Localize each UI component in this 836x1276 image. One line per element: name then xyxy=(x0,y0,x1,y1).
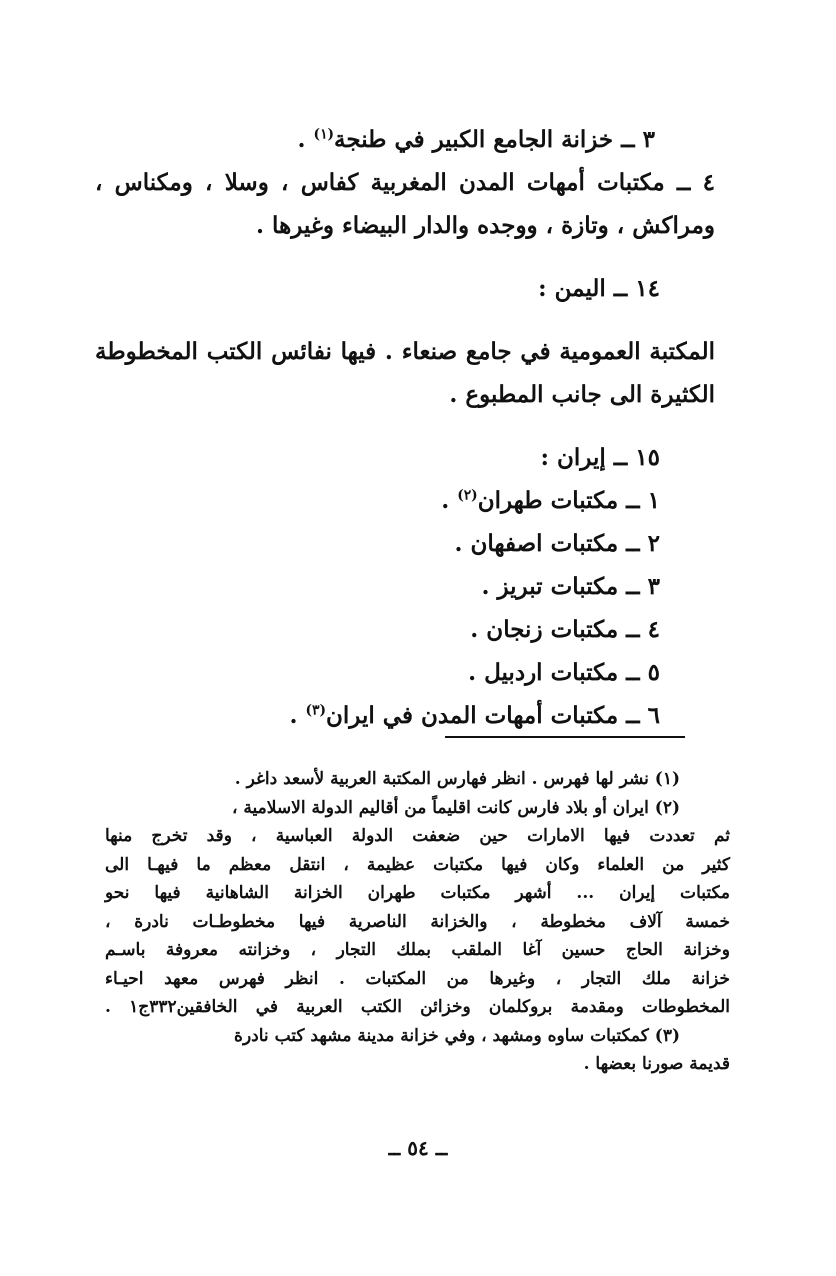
footnote-ref: (٣) xyxy=(305,702,326,719)
list-item: ٤ ــ مكتبات أمهات المدن المغربية كفاس ، وسلا ، ومكناس ، xyxy=(95,169,715,196)
list-item xyxy=(95,694,715,737)
paragraph-line: الكثيرة الى جانب المطبوع . xyxy=(449,381,715,408)
paragraph-line: المكتبة العمومية في جامع صنعاء . فيها نفائس الكتب المخطوطة xyxy=(95,338,715,365)
footnote-ref: (٢) xyxy=(457,487,478,504)
item-tail: . xyxy=(297,126,314,153)
list-item: ٤ ــ مكتبات زنجان . xyxy=(470,616,660,643)
footnote-line: (٢) ايران أو بلاد فارس كانت اقليماً من أقاليم الدولة الاسلامية ، xyxy=(231,797,680,818)
item-text: ١ ــ مكتبات طهران xyxy=(477,487,660,514)
list-item xyxy=(95,479,715,522)
footnote-line: كثير من العلماء وكان فيها مكتبات عظيمة ، انتقل معظم ما فيهـا الى xyxy=(105,854,730,875)
main-text xyxy=(95,118,715,737)
list-item: ٣ ــ مكتبات تبريز . xyxy=(481,573,660,600)
list-item xyxy=(95,118,715,161)
list-item: ٢ ــ مكتبات اصفهان . xyxy=(454,530,660,557)
footnotes xyxy=(105,765,730,1079)
footnote-ref: (١) xyxy=(313,126,335,143)
item-text: ٦ ــ مكتبات أمهات المدن في ايران xyxy=(326,702,660,729)
page-number: ــ ٥٤ ــ xyxy=(388,1136,448,1160)
footnote-line: خزانة ملك التجار ، وغيرها من المكتبات . انظر فهرس معهد احيـاء xyxy=(105,968,730,989)
footnote-line: خمسة آلاف مخطوطة ، والخزانة الناصرية فيها مخطوطـات نادرة ، xyxy=(105,911,730,932)
list-item: ٥ ــ مكتبات اردبيل . xyxy=(468,659,660,686)
footnote-line: المخطوطات ومقدمة بروكلمان وخزائن الكتب العربية في الخافقين٣٣٢ج١ . xyxy=(105,997,730,1017)
section-heading-yemen: ١٤ ــ اليمن : xyxy=(538,275,660,302)
item-text: ٣ ــ خزانة الجامع الكبير في طنجة xyxy=(334,126,655,153)
footnote-line: (٣) كمكتبات ساوه ومشهد ، وفي خزانة مدينة مشهد كتب نادرة xyxy=(234,1025,680,1046)
footnote-line: (١) نشر لها فهرس . انظر فهارس المكتبة العربية لأسعد داغر . xyxy=(234,769,680,789)
footnote-separator xyxy=(445,736,685,738)
item-tail: . xyxy=(441,487,458,514)
footnote-line: وخزانة الحاج حسين آغا الملقب بملك التجار ، وخزانته معروفة باسـم xyxy=(105,940,730,960)
footnote-line: ثم تعددت فيها الامارات حين ضعفت الدولة العباسية ، وقد تخرج منها xyxy=(105,826,730,846)
footnote-line: قديمة صورنا بعضها . xyxy=(583,1054,730,1074)
list-item-continuation: ومراكش ، وتازة ، ووجده والدار البيضاء وغيرها . xyxy=(256,212,715,239)
section-heading-iran: ١٥ ــ إيران : xyxy=(540,444,660,471)
footnote-line: مكتبات إيران ... أشهر مكتبات طهران الخزانة الشاهانية فيها نحو xyxy=(105,883,730,903)
item-tail: . xyxy=(289,702,306,729)
